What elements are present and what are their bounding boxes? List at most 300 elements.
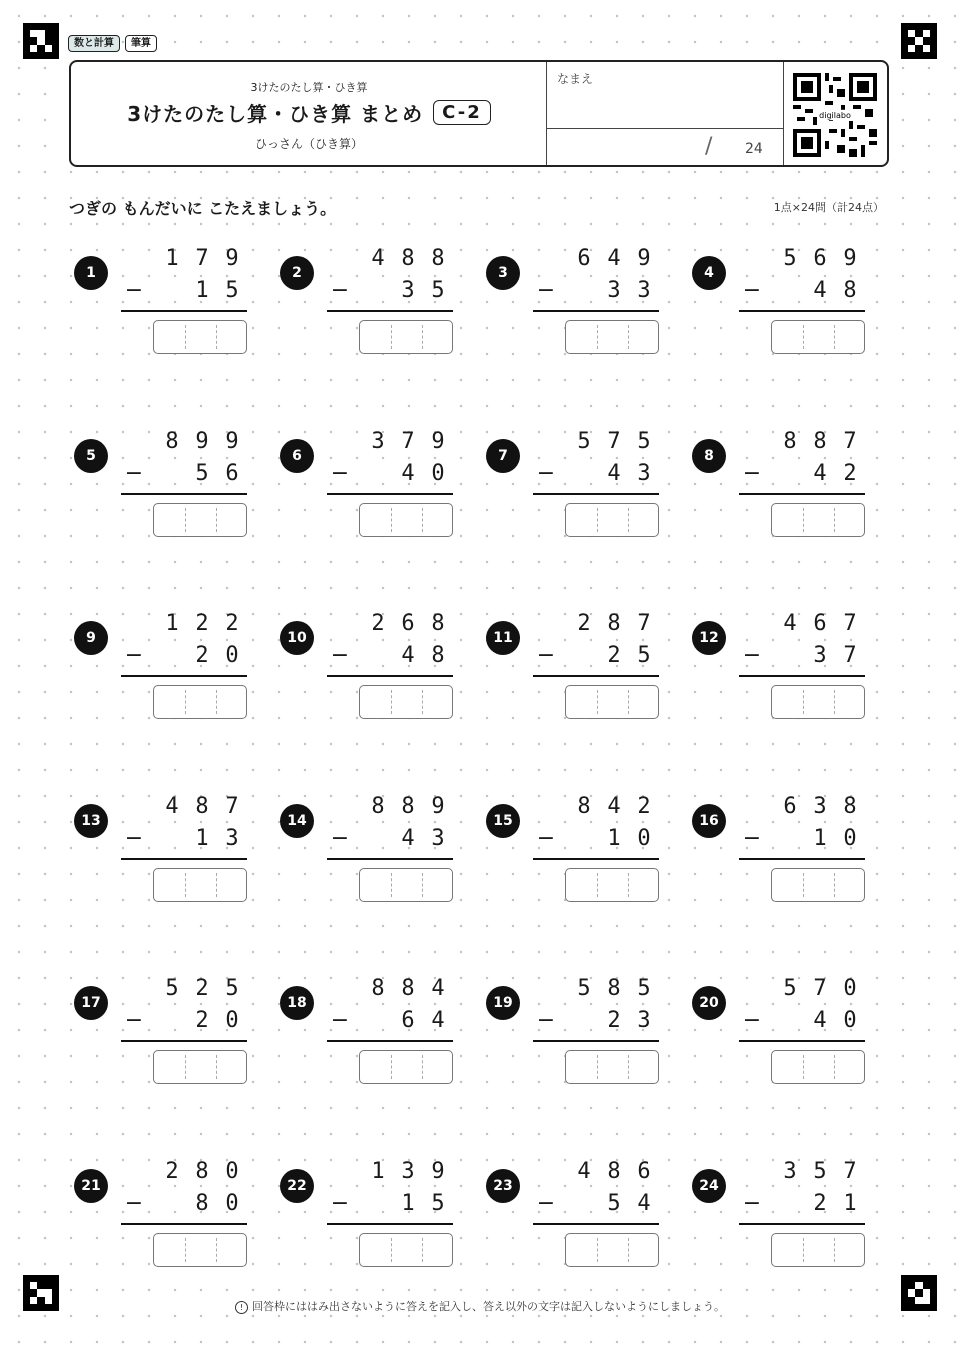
- digit: 0: [225, 1158, 239, 1184]
- subtrahend: [333, 826, 453, 851]
- digit: 9: [637, 246, 651, 271]
- answer-box[interactable]: [359, 868, 453, 902]
- sum-line: [327, 1223, 453, 1225]
- digit: 9: [843, 246, 857, 271]
- minus-sign: −: [536, 1008, 556, 1033]
- answer-box[interactable]: [153, 868, 247, 902]
- sum-line: [327, 1040, 453, 1042]
- minuend: [333, 611, 453, 636]
- minus-sign: −: [330, 825, 350, 851]
- subtrahend: [333, 1191, 453, 1216]
- digit: 3: [607, 278, 621, 303]
- minus-sign: −: [330, 643, 350, 668]
- digit: 8: [195, 793, 209, 819]
- minuend: [539, 1159, 659, 1184]
- digit-divider: [803, 1055, 804, 1079]
- sum-line: [739, 493, 865, 495]
- digit: 4: [607, 246, 621, 271]
- minus-sign: −: [742, 278, 762, 303]
- digit-divider: [834, 325, 835, 349]
- title-block: [71, 62, 547, 165]
- digit: 4: [165, 793, 179, 819]
- digit: 1: [813, 825, 827, 851]
- digit: 5: [607, 1190, 621, 1216]
- minus-sign: −: [124, 460, 144, 486]
- minus-sign: −: [742, 1008, 762, 1033]
- problem-2: [280, 246, 453, 374]
- sum-line: [121, 1040, 247, 1042]
- sum-line: [121, 1223, 247, 1225]
- digit-divider: [597, 1055, 598, 1079]
- sum-line: [327, 310, 453, 312]
- digit-divider: [597, 508, 598, 532]
- worksheet-title: 3けたのたし算・ひき算 まとめ: [127, 102, 424, 126]
- problem-number-badge: 4: [692, 256, 726, 290]
- minuend: [539, 429, 659, 454]
- digit: 9: [431, 793, 445, 819]
- problem-number-badge: 12: [692, 621, 726, 655]
- answer-box[interactable]: [565, 685, 659, 719]
- digit: 0: [225, 643, 239, 668]
- minuend: [127, 1159, 247, 1184]
- digit: 5: [813, 1158, 827, 1184]
- digit: 6: [813, 246, 827, 271]
- digit: 4: [401, 460, 415, 486]
- digit: 8: [195, 1190, 209, 1216]
- info-icon: !: [235, 1301, 248, 1314]
- subtrahend: [539, 1191, 659, 1216]
- minuend: [745, 976, 865, 1001]
- problem-number-badge: 2: [280, 256, 314, 290]
- digit: 0: [225, 1008, 239, 1033]
- digit: 2: [225, 611, 239, 636]
- answer-box[interactable]: [153, 320, 247, 354]
- problem-number-badge: 24: [692, 1169, 726, 1203]
- problem-number-badge: 22: [280, 1169, 314, 1203]
- digit-divider: [185, 690, 186, 714]
- minus-sign: −: [330, 1190, 350, 1216]
- digit: 4: [607, 793, 621, 819]
- sum-line: [121, 675, 247, 677]
- subtrahend: [745, 1191, 865, 1216]
- digit-divider: [391, 1055, 392, 1079]
- name-label: なまえ: [557, 72, 594, 86]
- digit-divider: [803, 690, 804, 714]
- minus-sign: −: [330, 1008, 350, 1033]
- digit: 4: [401, 643, 415, 668]
- footer-text: 回答枠にははみ出さないように答えを記入し、答え以外の文字は記入しないようにしましょう。: [252, 1300, 725, 1313]
- problem-4: [692, 246, 865, 374]
- digit-divider: [628, 1238, 629, 1262]
- digit-divider: [216, 1238, 217, 1262]
- sum-line: [533, 1040, 659, 1042]
- sum-line: [121, 858, 247, 860]
- digit: 9: [431, 428, 445, 454]
- digit: 1: [195, 278, 209, 303]
- digit: 0: [225, 1190, 239, 1216]
- digit: 6: [637, 1158, 651, 1184]
- digit: 1: [607, 825, 621, 851]
- subtrahend: [127, 1008, 247, 1033]
- problem-number-badge: 20: [692, 986, 726, 1020]
- digit: 8: [165, 428, 179, 454]
- worksheet-code: C-2: [433, 100, 491, 125]
- minus-sign: −: [742, 643, 762, 668]
- answer-box[interactable]: [565, 868, 659, 902]
- digit: 4: [401, 825, 415, 851]
- digit: 8: [843, 793, 857, 819]
- minuend: [333, 246, 453, 271]
- subtrahend: [745, 643, 865, 668]
- digit: 6: [813, 611, 827, 636]
- subtrahend: [539, 643, 659, 668]
- digit: 8: [371, 976, 385, 1001]
- sum-line: [327, 493, 453, 495]
- digit: 8: [431, 246, 445, 271]
- minus-sign: −: [742, 460, 762, 486]
- instruction-text: つぎの もんだいに こたえましょう。: [69, 199, 337, 218]
- digit-divider: [834, 508, 835, 532]
- digit: 3: [783, 1158, 797, 1184]
- digit-divider: [185, 1055, 186, 1079]
- digit-divider: [803, 873, 804, 897]
- digit-divider: [597, 325, 598, 349]
- answer-box[interactable]: [771, 1233, 865, 1267]
- answer-box[interactable]: [359, 320, 453, 354]
- answer-box[interactable]: [153, 1233, 247, 1267]
- digit: 5: [195, 460, 209, 486]
- minus-sign: −: [330, 278, 350, 303]
- digit: 3: [401, 1158, 415, 1184]
- problem-number-badge: 6: [280, 439, 314, 473]
- digit-divider: [216, 1055, 217, 1079]
- digit: 5: [637, 976, 651, 1001]
- digit: 3: [637, 460, 651, 486]
- footer-note: [0, 1298, 960, 1314]
- digit-divider: [597, 873, 598, 897]
- subtrahend: [127, 278, 247, 303]
- minuend: [745, 429, 865, 454]
- digit-divider: [216, 873, 217, 897]
- points-info: 1点×24問（計24点）: [773, 201, 884, 214]
- digit-divider: [834, 1238, 835, 1262]
- digit: 5: [637, 428, 651, 454]
- minuend: [333, 794, 453, 819]
- digit: 0: [843, 976, 857, 1001]
- digit: 1: [843, 1190, 857, 1216]
- digit: 7: [225, 793, 239, 819]
- minus-sign: −: [124, 643, 144, 668]
- digit: 7: [843, 643, 857, 668]
- subtrahend: [127, 461, 247, 486]
- digit-divider: [628, 873, 629, 897]
- subtrahend: [333, 643, 453, 668]
- problem-number-badge: 11: [486, 621, 520, 655]
- sum-line: [121, 493, 247, 495]
- digit: 8: [431, 643, 445, 668]
- digit-divider: [391, 1238, 392, 1262]
- problem-14: [280, 793, 453, 922]
- problem-number-badge: 8: [692, 439, 726, 473]
- subtrahend: [745, 461, 865, 486]
- minuend: [333, 976, 453, 1001]
- digit: 4: [813, 460, 827, 486]
- problem-9: [74, 611, 247, 739]
- digit: 6: [577, 246, 591, 271]
- digit-divider: [391, 508, 392, 532]
- problem-22: [280, 1158, 453, 1287]
- digit: 4: [431, 1008, 445, 1033]
- worksheet-subtitle: 3けたのたし算・ひき算: [250, 81, 368, 94]
- problem-1: [74, 246, 247, 374]
- digit: 3: [813, 793, 827, 819]
- subtrahend: [539, 461, 659, 486]
- problem-number-badge: 3: [486, 256, 520, 290]
- digit: 3: [637, 1008, 651, 1033]
- digit-divider: [185, 1238, 186, 1262]
- problem-3: [486, 246, 659, 374]
- answer-box[interactable]: [771, 868, 865, 902]
- subtrahend: [745, 1008, 865, 1033]
- sum-line: [739, 1040, 865, 1042]
- problem-19: [486, 976, 659, 1104]
- digit: 8: [401, 793, 415, 819]
- minuend: [745, 611, 865, 636]
- minus-sign: −: [124, 1190, 144, 1216]
- tag-category: 数と計算: [68, 35, 120, 52]
- problem-number-badge: 19: [486, 986, 520, 1020]
- digit-divider: [422, 508, 423, 532]
- digit: 2: [371, 611, 385, 636]
- digit-divider: [422, 1238, 423, 1262]
- minuend: [745, 246, 865, 271]
- minuend: [745, 794, 865, 819]
- digit: 5: [165, 976, 179, 1001]
- digit: 7: [637, 611, 651, 636]
- sum-line: [739, 1223, 865, 1225]
- minuend: [745, 1159, 865, 1184]
- digit: 5: [577, 428, 591, 454]
- digit: 8: [401, 246, 415, 271]
- problem-number-badge: 7: [486, 439, 520, 473]
- answer-box[interactable]: [771, 685, 865, 719]
- minus-sign: −: [124, 278, 144, 303]
- digit: 2: [577, 611, 591, 636]
- subtrahend: [745, 278, 865, 303]
- digit: 7: [401, 428, 415, 454]
- sum-line: [327, 858, 453, 860]
- digit: 1: [165, 246, 179, 271]
- digit: 5: [431, 1190, 445, 1216]
- digit: 2: [195, 643, 209, 668]
- answer-box[interactable]: [359, 685, 453, 719]
- problem-15: [486, 793, 659, 922]
- sum-line: [327, 675, 453, 677]
- digit-divider: [803, 1238, 804, 1262]
- minus-sign: −: [536, 1190, 556, 1216]
- digit: 6: [783, 793, 797, 819]
- problem-number-badge: 9: [74, 621, 108, 655]
- digit: 5: [783, 246, 797, 271]
- problem-number-badge: 16: [692, 804, 726, 838]
- answer-box[interactable]: [565, 1233, 659, 1267]
- digit: 7: [813, 976, 827, 1001]
- digit-divider: [628, 690, 629, 714]
- sum-line: [533, 858, 659, 860]
- problem-10: [280, 611, 453, 739]
- minuend: [127, 611, 247, 636]
- name-score-block: [546, 62, 784, 165]
- subtrahend: [333, 461, 453, 486]
- problem-number-badge: 21: [74, 1169, 108, 1203]
- qr-label: digilabo: [819, 110, 851, 120]
- digit-divider: [391, 325, 392, 349]
- problem-21: [74, 1158, 247, 1287]
- problem-number-badge: 5: [74, 439, 108, 473]
- digit: 2: [637, 793, 651, 819]
- problem-23: [486, 1158, 659, 1287]
- problem-number-badge: 10: [280, 621, 314, 655]
- minuend: [127, 794, 247, 819]
- minus-sign: −: [124, 1008, 144, 1033]
- answer-box[interactable]: [771, 503, 865, 537]
- digit: 8: [371, 793, 385, 819]
- digit: 8: [577, 793, 591, 819]
- answer-box[interactable]: [153, 1050, 247, 1084]
- digit: 7: [843, 611, 857, 636]
- digit: 3: [371, 428, 385, 454]
- answer-box[interactable]: [565, 503, 659, 537]
- digit: 1: [165, 611, 179, 636]
- digit-divider: [803, 508, 804, 532]
- sum-line: [739, 858, 865, 860]
- answer-box[interactable]: [771, 320, 865, 354]
- problem-20: [692, 976, 865, 1104]
- qr-code-icon: [793, 73, 877, 157]
- digit: 2: [607, 1008, 621, 1033]
- digit: 8: [607, 976, 621, 1001]
- answer-box[interactable]: [153, 685, 247, 719]
- digit: 4: [431, 976, 445, 1001]
- digit: 9: [225, 246, 239, 271]
- digit-divider: [597, 1238, 598, 1262]
- digit: 8: [401, 976, 415, 1001]
- score-slash: /: [705, 134, 713, 159]
- digit: 3: [225, 825, 239, 851]
- digit: 9: [195, 428, 209, 454]
- digit-divider: [216, 508, 217, 532]
- sum-line: [121, 310, 247, 312]
- worksheet-header: [69, 60, 889, 167]
- digit: 9: [431, 1158, 445, 1184]
- answer-box[interactable]: [359, 503, 453, 537]
- problem-number-badge: 1: [74, 256, 108, 290]
- digit: 4: [607, 460, 621, 486]
- sum-line: [739, 310, 865, 312]
- digit: 2: [195, 611, 209, 636]
- digit: 8: [195, 1158, 209, 1184]
- digit-divider: [834, 873, 835, 897]
- digit: 1: [401, 1190, 415, 1216]
- minuend: [539, 611, 659, 636]
- problem-number-badge: 13: [74, 804, 108, 838]
- digit: 4: [371, 246, 385, 271]
- digit: 5: [225, 278, 239, 303]
- problem-5: [74, 428, 247, 557]
- digit: 7: [843, 1158, 857, 1184]
- answer-box[interactable]: [359, 1050, 453, 1084]
- digit: 0: [843, 825, 857, 851]
- problem-number-badge: 15: [486, 804, 520, 838]
- digit: 3: [401, 278, 415, 303]
- digit: 7: [607, 428, 621, 454]
- digit-divider: [216, 690, 217, 714]
- problem-number-badge: 17: [74, 986, 108, 1020]
- problem-6: [280, 428, 453, 557]
- category-tags: [68, 35, 157, 52]
- digit-divider: [422, 325, 423, 349]
- digit: 8: [607, 611, 621, 636]
- minuend: [539, 976, 659, 1001]
- name-divider: [547, 128, 783, 129]
- digit: 3: [431, 825, 445, 851]
- problem-number-badge: 14: [280, 804, 314, 838]
- problem-13: [74, 793, 247, 922]
- answer-box[interactable]: [565, 1050, 659, 1084]
- digit: 2: [843, 460, 857, 486]
- title-row: [71, 98, 547, 127]
- minus-sign: −: [536, 643, 556, 668]
- problem-7: [486, 428, 659, 557]
- digit: 8: [431, 611, 445, 636]
- minuend: [333, 1159, 453, 1184]
- digit: 2: [195, 1008, 209, 1033]
- digit: 1: [195, 825, 209, 851]
- problem-18: [280, 976, 453, 1104]
- alignment-marker-top-right: [901, 23, 937, 59]
- subtrahend: [333, 278, 453, 303]
- digit-divider: [834, 1055, 835, 1079]
- digit: 8: [843, 278, 857, 303]
- sum-line: [739, 675, 865, 677]
- minuend: [127, 429, 247, 454]
- answer-box[interactable]: [153, 503, 247, 537]
- digit: 8: [607, 1158, 621, 1184]
- problem-number-badge: 23: [486, 1169, 520, 1203]
- subtrahend: [127, 1191, 247, 1216]
- digit: 4: [783, 611, 797, 636]
- digit: 2: [165, 1158, 179, 1184]
- digit-divider: [216, 325, 217, 349]
- problem-8: [692, 428, 865, 557]
- minus-sign: −: [124, 825, 144, 851]
- answer-box[interactable]: [359, 1233, 453, 1267]
- problem-17: [74, 976, 247, 1104]
- digit: 0: [431, 460, 445, 486]
- minus-sign: −: [330, 460, 350, 486]
- minus-sign: −: [742, 1190, 762, 1216]
- digit: 3: [813, 643, 827, 668]
- answer-box[interactable]: [771, 1050, 865, 1084]
- minus-sign: −: [742, 825, 762, 851]
- answer-box[interactable]: [565, 320, 659, 354]
- minus-sign: −: [536, 278, 556, 303]
- digit: 3: [637, 278, 651, 303]
- subtrahend: [333, 1008, 453, 1033]
- digit: 8: [783, 428, 797, 454]
- subtrahend: [127, 826, 247, 851]
- digit: 4: [813, 278, 827, 303]
